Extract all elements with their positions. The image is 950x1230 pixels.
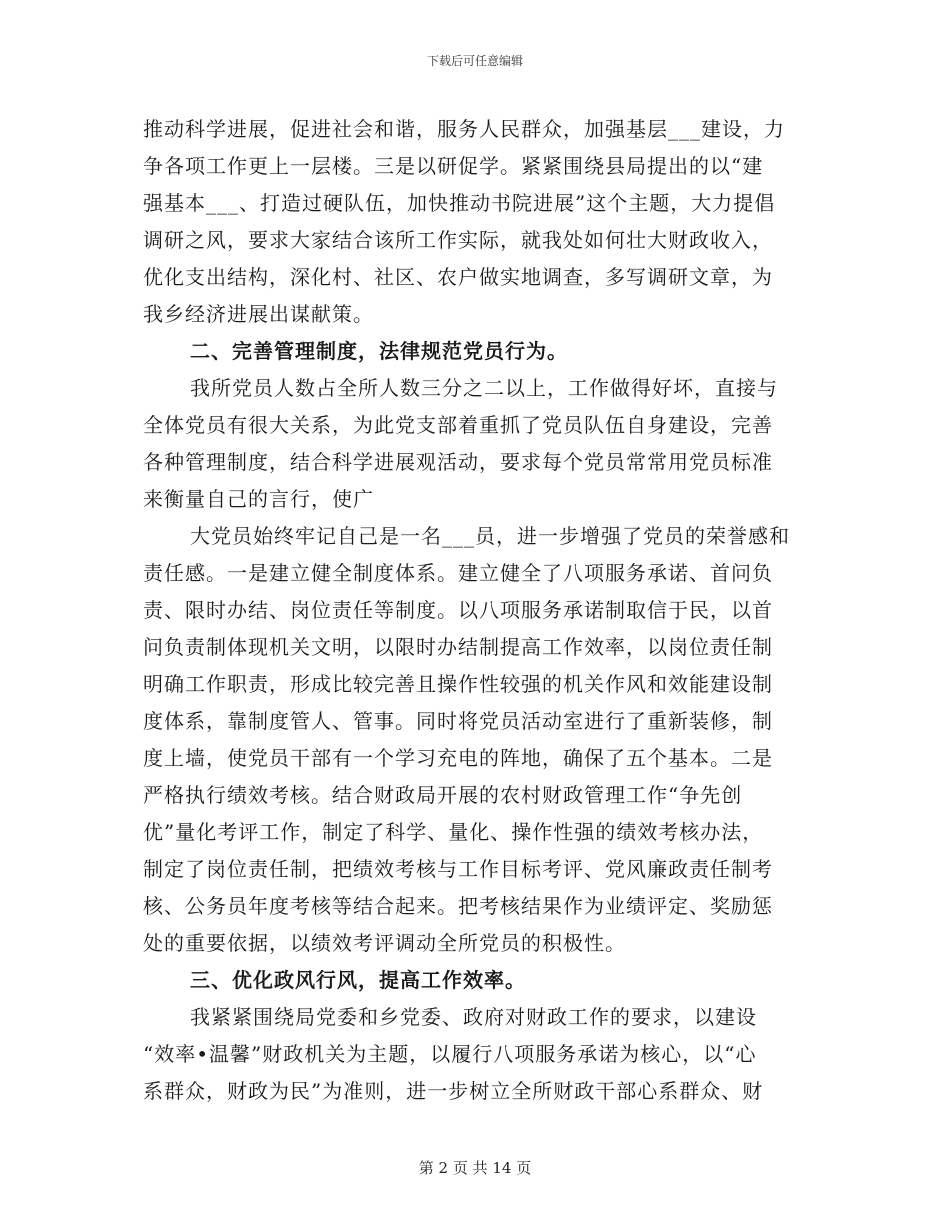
text-line: “效率•温馨”财政机关为主题，以履行八项服务承诺为核心，以“心 [143, 1042, 757, 1066]
text-line: 来衡量自己的言行，使广 [143, 487, 374, 511]
text-line: 全体党员有很大关系，为此党支部着重抓了党员队伍自身建设，完善 [143, 413, 773, 437]
text-line: 度上墙，使党员干部有一个学习充电的阵地，确保了五个基本。二是 [143, 746, 773, 770]
text-line: 责任感。一是建立健全制度体系。建立健全了八项服务承诺、首问负 [143, 561, 773, 585]
text-line: 调研之风，要求大家结合该所工作实际，就我处如何壮大财政收入， [143, 228, 773, 252]
text-line: 处的重要依据，以绩效考评调动全所党员的积极性。 [143, 931, 626, 955]
text-line: 各种管理制度，结合科学进展观活动，要求每个党员常常用党员标准 [143, 450, 773, 474]
text-line: 我所党员人数占全所人数三分之二以上，工作做得好坏，直接与 [190, 376, 778, 400]
section-heading: 二、完善管理制度，法律规范党员行为。 [190, 339, 568, 363]
text-line: 我紧紧围绕局党委和乡党委、政府对财政工作的要求，以建设 [190, 1005, 757, 1029]
text-line: 问负责制体现机关文明，以限时办结制提高工作效率，以岗位责任制 [143, 635, 773, 659]
text-line: 我乡经济进展出谋献策。 [143, 302, 374, 326]
page-header: 下载后可任意编辑 [426, 54, 523, 68]
text-line: 制定了岗位责任制，把绩效考核与工作目标考评、党风廉政责任制考 [143, 857, 773, 881]
section-heading: 三、优化政风行风，提高工作效率。 [190, 968, 526, 992]
text-line: 明确工作职责，形成比较完善且操作性较强的机关作风和效能建设制 [143, 672, 773, 696]
text-line: 大党员始终牢记自己是一名___员，进一步增强了党员的荣誉感和 [190, 524, 790, 548]
text-line: 强基本___、打造过硬队伍，加快推动书院进展”这个主题，大力提倡 [143, 191, 776, 215]
page-footer: 第 2 页 共 14 页 [418, 1159, 532, 1177]
text-line: 责、限时办结、岗位责任等制度。以八项服务承诺制取信于民，以首 [143, 598, 773, 622]
text-line: 优”量化考评工作，制定了科学、量化、操作性强的绩效考核办法， [143, 820, 764, 844]
text-line: 争各项工作更上一层楼。三是以研促学。紧紧围绕县局提出的以“建 [143, 154, 764, 178]
text-line: 优化支出结构，深化村、社区、农户做实地调查，多写调研文章，为 [143, 265, 773, 289]
text-line: 严格执行绩效考核。结合财政局开展的农村财政管理工作“争先创 [143, 783, 743, 807]
text-line: 推动科学进展，促进社会和谐，服务人民群众，加强基层___建设，力 [143, 117, 785, 141]
text-line: 核、公务员年度考核等结合起来。把考核结果作为业绩评定、奖励惩 [143, 894, 773, 918]
text-line: 系群众，财政为民”为准则，进一步树立全所财政干部心系群众、财 [143, 1079, 764, 1103]
text-line: 度体系，靠制度管人、管事。同时将党员活动室进行了重新装修，制 [143, 709, 773, 733]
